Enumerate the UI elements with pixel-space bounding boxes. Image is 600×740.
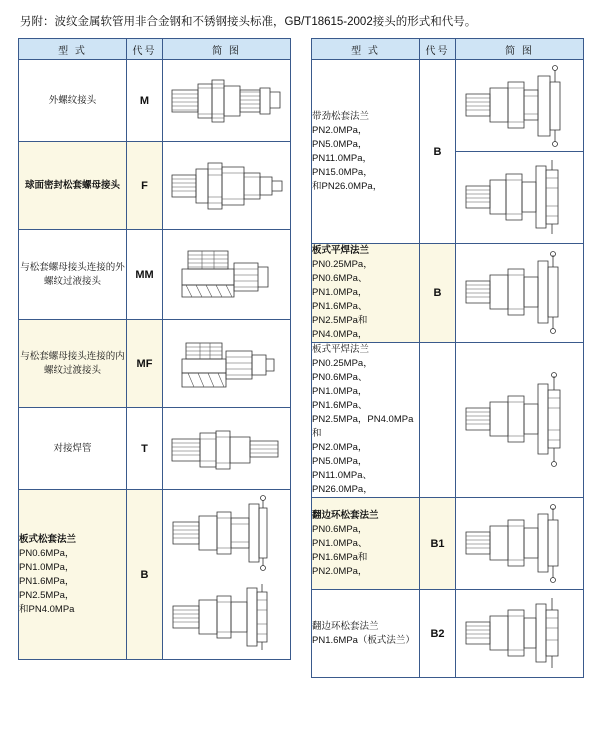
row-type-line-4: PN2.5MPa，PN4.0MPa 和 (312, 414, 414, 439)
ribbed-loose-flange-b-icon (460, 156, 580, 240)
row-figure-ribbed-loose-flange-b (456, 152, 584, 244)
header-type: 型 式 (312, 39, 420, 60)
row-type-line-6: PN11.0MPa、PN26.0MPa， (312, 470, 373, 495)
threaded-male-connector-icon (168, 70, 286, 132)
row-figure-male-thread-transition (163, 230, 291, 320)
table-header-row (312, 39, 584, 60)
table-row (19, 142, 291, 230)
tables-container (18, 38, 582, 678)
row-type-line-3: PN1.0MPa，PN1.6MPa、 (312, 287, 368, 312)
row-code: B2 (420, 590, 456, 678)
row-code: B (420, 244, 456, 343)
row-figure-ribbed-loose-flange-a (456, 60, 584, 152)
row-code (420, 343, 456, 498)
row-type (312, 60, 420, 244)
row-type: 外螺纹接头 (19, 60, 127, 142)
row-figure-plate-welding-flange-1 (456, 244, 584, 343)
row-type: 对接焊管 (19, 408, 127, 490)
plate-welding-flange-1-icon (460, 251, 580, 335)
row-figure-plate-welding-flange-2 (456, 343, 584, 498)
row-type (312, 590, 420, 678)
row-code: B1 (420, 498, 456, 590)
table-row (312, 60, 584, 152)
row-type-line-1: 翻边环松套法兰 (312, 620, 379, 632)
row-type (19, 230, 127, 320)
lap-joint-flange-b1-icon (460, 504, 580, 584)
row-type-line-1: 板式平焊法兰 (312, 245, 370, 256)
row-type-line-3: PN1.6MPa，PN2.5MPa， (19, 575, 75, 601)
row-code: B (127, 490, 163, 660)
row-figure-lap-joint-flange-b1 (456, 498, 584, 590)
left-spec-table (18, 38, 291, 660)
table-row (19, 490, 291, 660)
row-type-line-5: PN2.0MPa，PN5.0MPa， (312, 442, 368, 467)
header-type: 型 式 (19, 39, 127, 60)
row-type (312, 244, 420, 343)
row-type-label: 球面密封松套螺母接头 (24, 179, 120, 191)
row-type (312, 343, 420, 498)
row-figure-plate-loose-flange (163, 490, 291, 660)
row-code: F (127, 142, 163, 230)
table-row (19, 408, 291, 490)
row-type-line-2: PN0.25MPa，PN0.6MPa、 (312, 259, 373, 284)
row-type-line-3: PN11.0MPa，PN15.0MPa， (312, 152, 373, 178)
plate-loose-flange-icon-b (167, 580, 287, 656)
row-type-label: 与松套螺母接头连接的内螺纹过渡接头 (20, 350, 125, 376)
row-code: T (127, 408, 163, 490)
row-code: M (127, 60, 163, 142)
table-row (312, 343, 584, 498)
row-type-line-2: PN1.6MPa（板式法兰） (312, 634, 415, 646)
table-row (19, 60, 291, 142)
row-type-line-3: PN1.0MPa，PN1.6MPa、 (312, 386, 368, 411)
row-figure-spherical-seal-union-nut (163, 142, 291, 230)
ribbed-loose-flange-a-icon (460, 64, 580, 148)
row-type (19, 490, 127, 660)
table-row (312, 498, 584, 590)
row-type-line-2: PN0.25MPa，PN0.6MPa、 (312, 358, 373, 383)
row-type-line-4: PN2.5MPa和PN4.0MPa， (312, 315, 368, 340)
female-thread-transition-icon (172, 331, 282, 397)
row-type-line-3: PN1.6MPa和PN2.0MPa， (312, 551, 368, 577)
spherical-seal-union-nut-icon (168, 153, 286, 219)
row-code: MM (127, 230, 163, 320)
row-type-line-4: 和PN4.0MPa (19, 603, 75, 615)
row-code: MF (127, 320, 163, 408)
table-row (19, 230, 291, 320)
butt-weld-pipe-icon (168, 419, 286, 479)
header-figure: 简 图 (456, 39, 584, 60)
row-type-line-2: PN2.0MPa，PN5.0MPa， (312, 124, 368, 150)
row-figure-lap-joint-flange-b2 (456, 590, 584, 678)
row-type-line-1: 翻边环松套法兰 (312, 509, 379, 521)
header-code: 代号 (127, 39, 163, 60)
row-type-line-2: PN0.6MPa，PN1.0MPa、 (312, 523, 368, 549)
table-row (312, 244, 584, 343)
lap-joint-flange-b2-icon (460, 596, 580, 672)
row-type-line-4: 和PN26.0MPa， (312, 180, 383, 192)
row-type-line-2: PN0.6MPa，PN1.0MPa， (19, 547, 75, 573)
row-type-label: 与松套螺母接头连接的外螺纹过液接头 (20, 261, 125, 287)
row-figure-female-thread-transition (163, 320, 291, 408)
male-thread-transition-icon (172, 241, 282, 309)
table-row (19, 320, 291, 408)
page-title: 另附：波纹金属软管用非合金钢和不锈钢接头标准，GB/T18615-2002接头的形式和代号。 (20, 16, 477, 28)
row-code: B (420, 60, 456, 244)
table-header-row (19, 39, 291, 60)
row-figure-butt-weld-pipe (163, 408, 291, 490)
row-type-line-1: 带劲松套法兰 (312, 110, 370, 122)
row-type-line-1: 板式松套法兰 (19, 533, 77, 545)
row-type (19, 320, 127, 408)
row-type (19, 142, 127, 230)
plate-welding-flange-2-icon (460, 370, 580, 470)
header-figure: 简 图 (163, 39, 291, 60)
header-code: 代号 (420, 39, 456, 60)
table-row (312, 590, 584, 678)
row-type (312, 498, 420, 590)
row-type-line-1: 板式平焊法兰 (312, 344, 370, 355)
row-figure-threaded-male-connector (163, 60, 291, 142)
plate-loose-flange-icon-a (167, 494, 287, 574)
right-spec-table (311, 38, 584, 678)
